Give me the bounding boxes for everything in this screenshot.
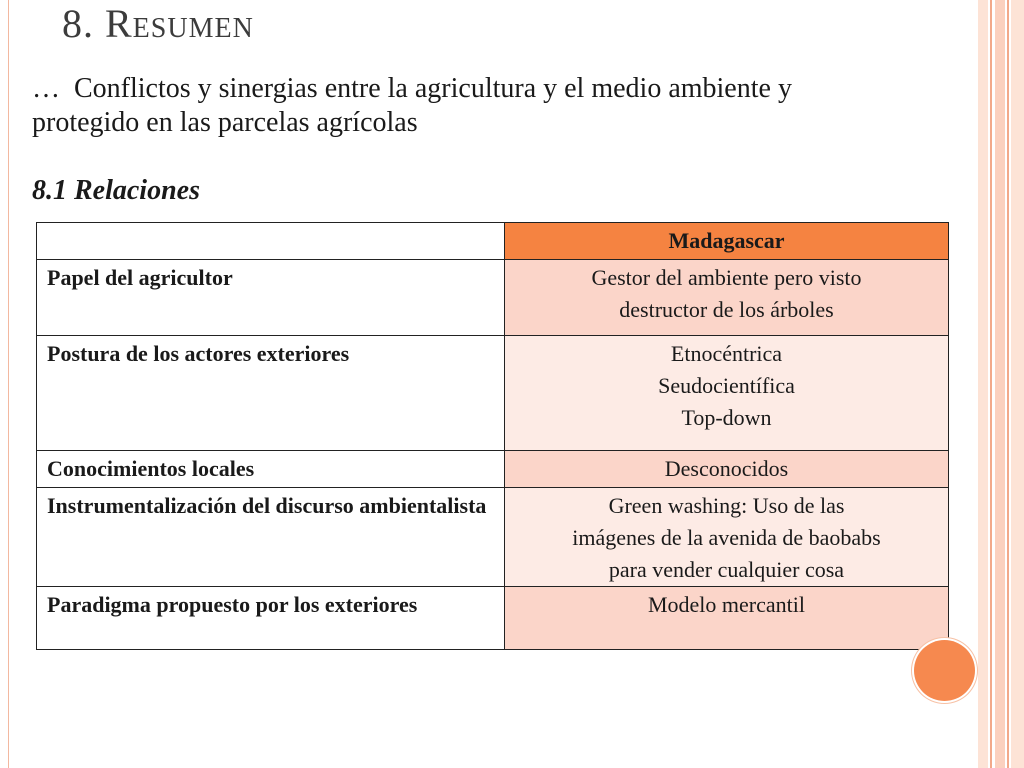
stripe bbox=[990, 0, 992, 768]
value-line: Modelo mercantil bbox=[647, 592, 805, 617]
relations-table bbox=[36, 222, 949, 650]
stripe bbox=[1011, 0, 1024, 768]
value-line: Gestor del ambiente pero visto bbox=[591, 265, 862, 290]
value-line: Desconocidos bbox=[664, 456, 789, 481]
right-decorative-stripes bbox=[978, 0, 1024, 768]
row-value bbox=[505, 587, 949, 650]
value-line: Green washing: Uso de las bbox=[608, 493, 845, 518]
row-value bbox=[505, 488, 949, 587]
value-line: para vender cualquier cosa bbox=[608, 557, 845, 582]
value-line: destructor de los árboles bbox=[619, 297, 834, 322]
value-line: Seudocientífica bbox=[658, 373, 795, 398]
row-label: Instrumentalización del discurso ambientalista bbox=[37, 488, 505, 587]
slide-subtitle bbox=[32, 72, 892, 140]
row-value bbox=[505, 451, 949, 488]
section-heading: 8.1 Relaciones bbox=[32, 175, 200, 206]
table-corner-cell bbox=[37, 223, 505, 260]
row-label: Postura de los actores exteriores bbox=[37, 336, 505, 451]
row-label: Papel del agricultor bbox=[37, 260, 505, 336]
value-line: imágenes de la avenida de baobabs bbox=[572, 525, 881, 550]
value-line: Etnocéntrica bbox=[670, 341, 783, 366]
row-label: Paradigma propuesto por los exteriores bbox=[37, 587, 505, 650]
row-value bbox=[505, 336, 949, 451]
value-line: Top-down bbox=[681, 405, 772, 430]
row-value bbox=[505, 260, 949, 336]
stripe bbox=[1007, 0, 1009, 768]
stripe bbox=[978, 0, 988, 768]
table-row bbox=[37, 587, 949, 650]
subtitle-ellipsis: … bbox=[32, 73, 60, 104]
column-header-madagascar: Madagascar bbox=[505, 223, 949, 260]
subtitle-text: Conflictos y sinergias entre la agricultura y el medio ambiente y protegido en las parcelas agrícolas bbox=[32, 73, 792, 138]
table-row bbox=[37, 260, 949, 336]
table-row bbox=[37, 488, 949, 587]
slide-title: 8. Resumen bbox=[62, 1, 254, 46]
table-row bbox=[37, 336, 949, 451]
left-decorative-rule bbox=[8, 0, 9, 768]
row-label: Conocimientos locales bbox=[37, 451, 505, 488]
orange-circle-decoration bbox=[914, 640, 975, 701]
table-header-row bbox=[37, 223, 949, 260]
table-row bbox=[37, 451, 949, 488]
stripe bbox=[995, 0, 1005, 768]
